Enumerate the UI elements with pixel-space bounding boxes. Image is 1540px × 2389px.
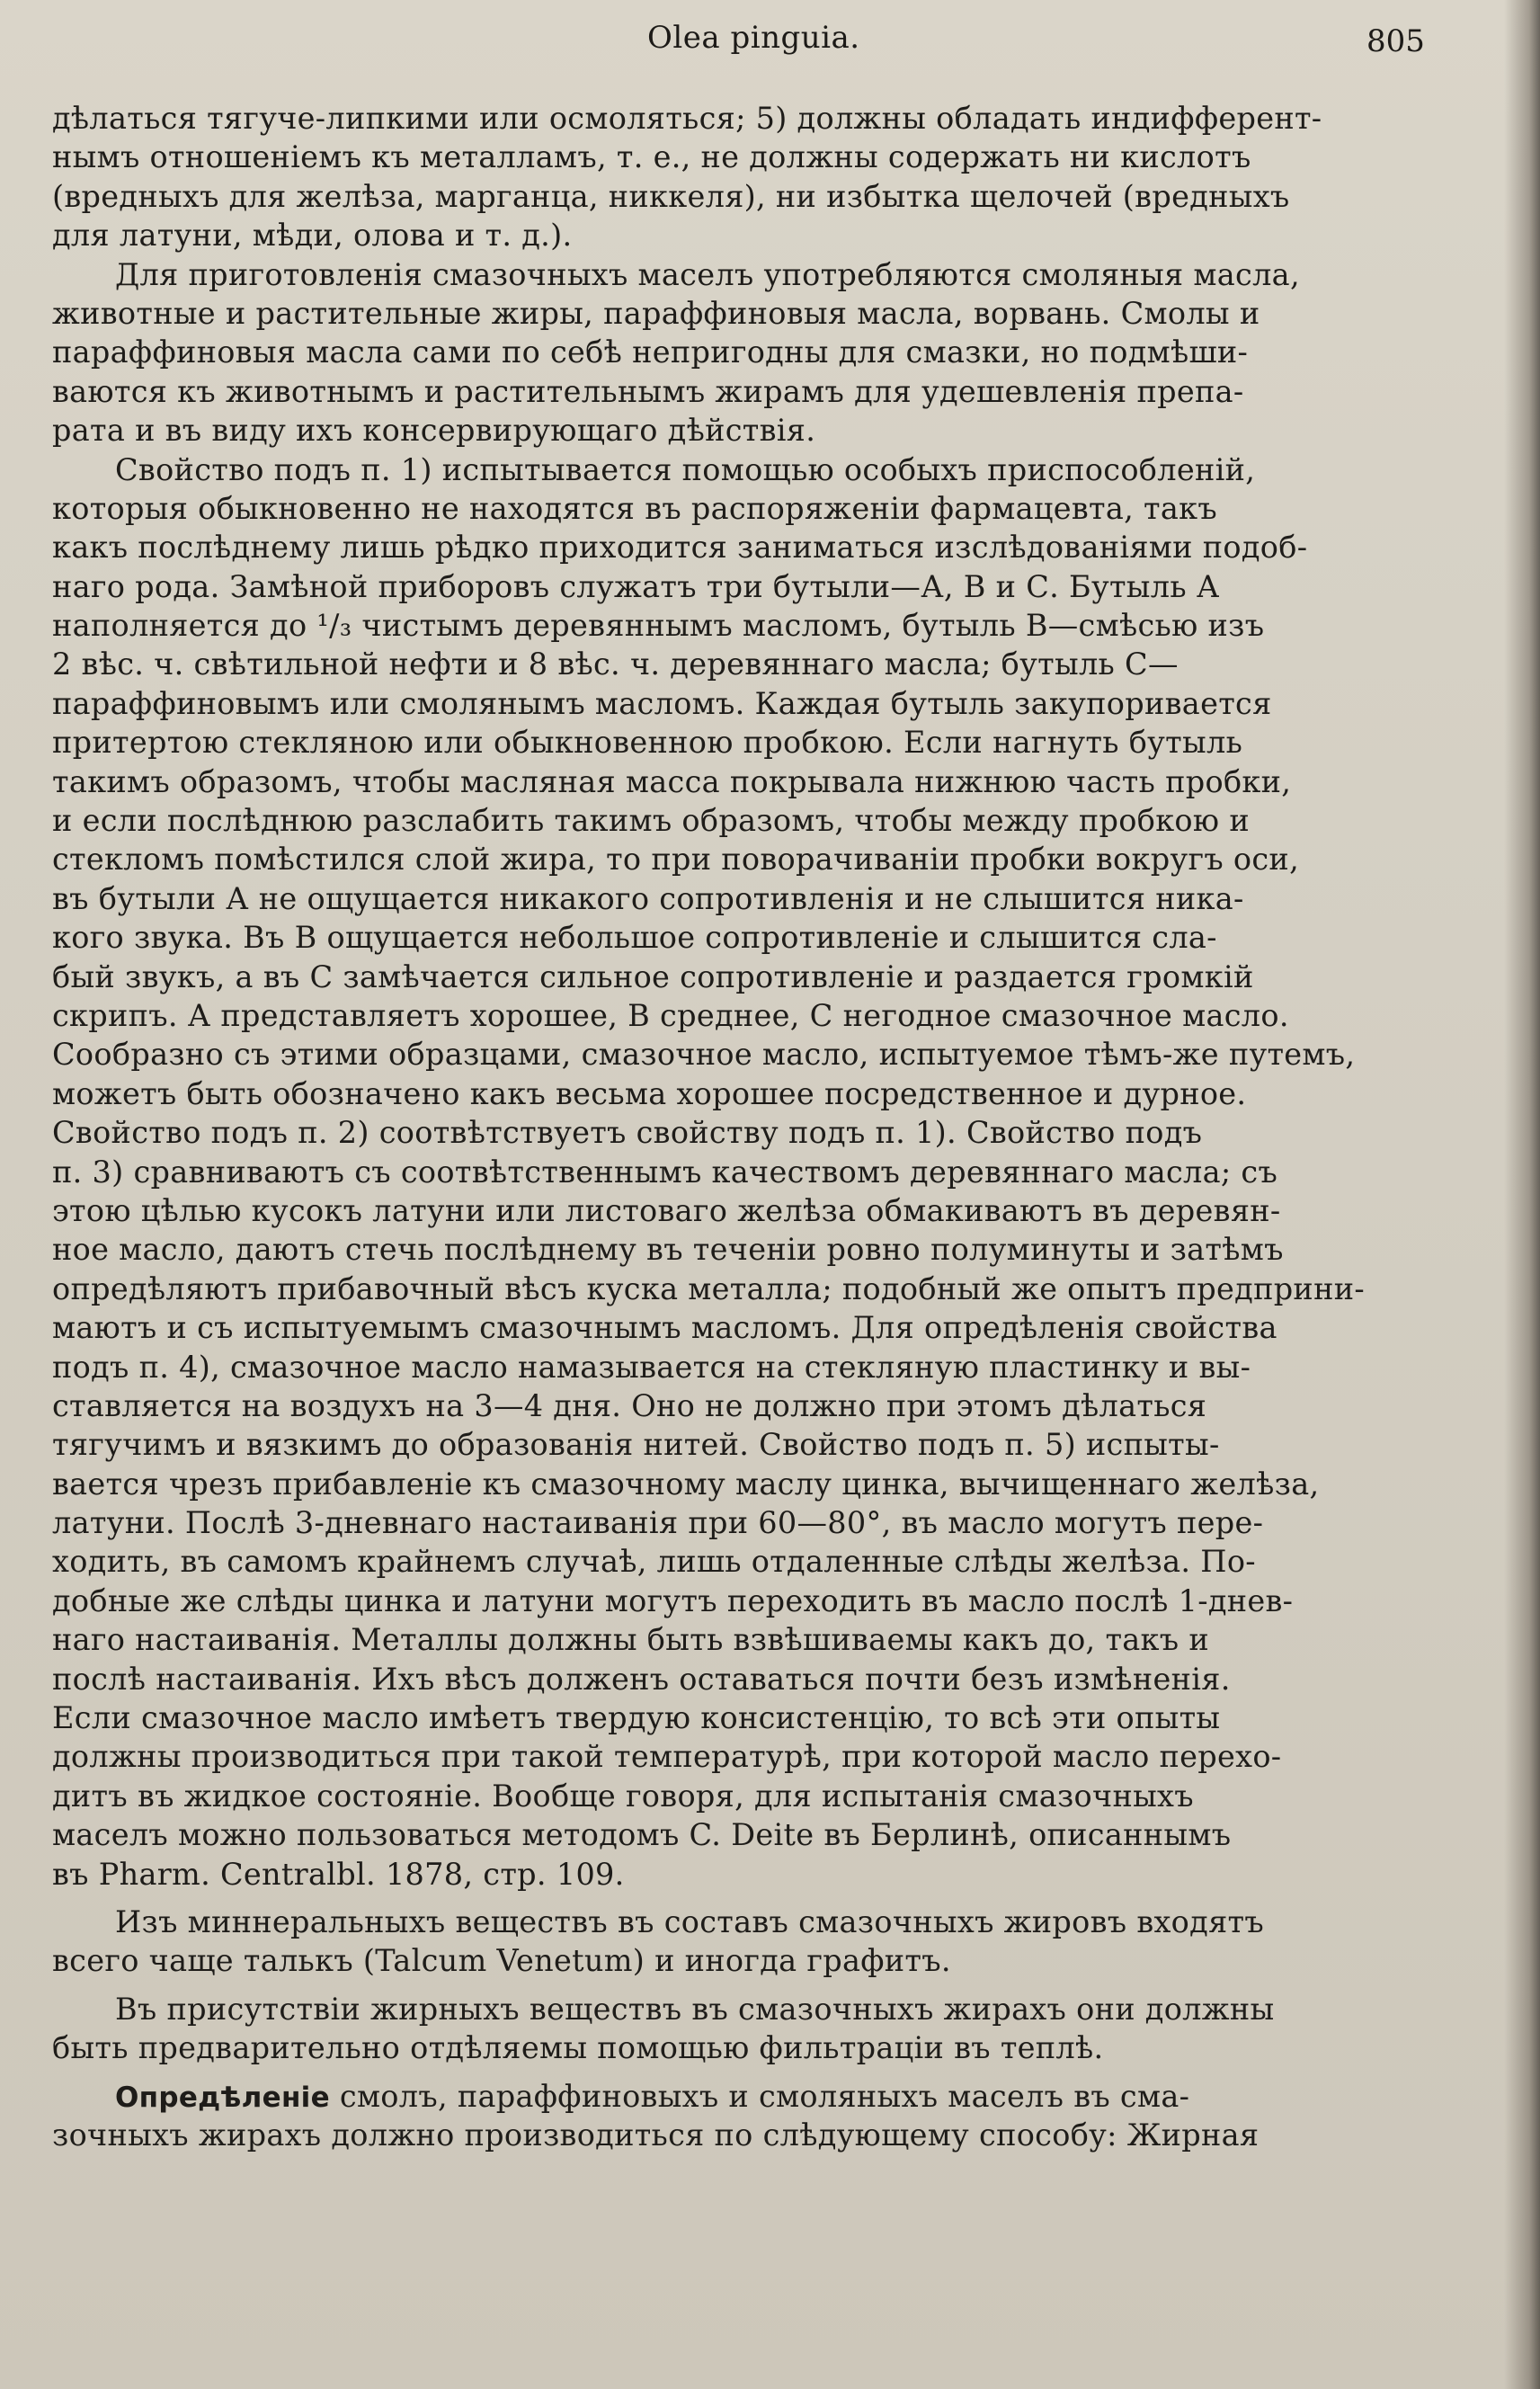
- text-line: дѣлаться тягуче-липкими или осмоляться; 5) должны обладать индифферент-: [52, 101, 1322, 136]
- text-line: въ Pharm. Centralbl. 1878, стр. 109.: [52, 1856, 625, 1892]
- text-line: дитъ въ жидкое состоянiе. Вообще говоря, для испытанiя смазочныхъ: [52, 1778, 1194, 1814]
- text-line: должны производиться при такой температурѣ, при которой масло перехо-: [52, 1739, 1282, 1775]
- text-line: которыя обыкновенно не находятся въ распоряженiи фармацевта, такъ: [52, 490, 1217, 526]
- page-number: 805: [1366, 23, 1425, 59]
- text-line: Для приготовленiя смазочныхъ маселъ употребляются смоляныя масла,: [115, 256, 1300, 292]
- text-line: ное масло, даютъ стечь послѣднему въ теченiи ровно полуминуты и затѣмъ: [52, 1232, 1284, 1268]
- text-line: такимъ образомъ, чтобы масляная масса покрывала нижнюю часть пробки,: [52, 763, 1292, 799]
- text-line: притертою стекляною или обыкновенною пробкою. Если нагнуть бутыль: [52, 725, 1243, 761]
- text-line: Сообразно съ этими образцами, смазочное масло, испытуемое тѣмъ-же путемъ,: [52, 1037, 1356, 1073]
- text-line: наго настаиванiя. Металлы должны быть взвѣшиваемы какъ до, такъ и: [52, 1622, 1209, 1658]
- text-line: 2 вѣс. ч. свѣтильной нефти и 8 вѣс. ч. деревяннаго масла; бутыль С—: [52, 646, 1179, 682]
- text-line: для латуни, мѣди, олова и т. д.).: [52, 218, 573, 254]
- text-line: можетъ быть обозначено какъ весьма хорошее посредственное и дурное.: [52, 1075, 1247, 1111]
- text-line: подъ п. 4), смазочное масло намазывается на стекляную пластинку и вы-: [52, 1349, 1251, 1385]
- text-line: въ бутыли А не ощущается никакого сопротивленiя и не слышится ника-: [52, 880, 1244, 916]
- text-line: бый звукъ, а въ С замѣчается сильное сопротивленiе и раздается громкiй: [52, 958, 1254, 994]
- text-line: тягучимъ и вязкимъ до образованiя нитей. Свойство подъ п. 5) испыты-: [52, 1427, 1220, 1463]
- text-line: добные же слѣды цинка и латуни могутъ переходить въ масло послѣ 1-днев-: [52, 1582, 1294, 1618]
- text-line: ставляется на воздухъ на 3—4 дня. Оно не должно при этомъ дѣлаться: [52, 1387, 1207, 1423]
- binding-shadow: [1504, 0, 1540, 2389]
- text-line: быть предварительно отдѣляемы помощью фильтрацiи въ теплѣ.: [52, 2030, 1104, 2066]
- text-line: какъ послѣднему лишь рѣдко приходится заниматься изслѣдованiями подоб-: [52, 530, 1308, 566]
- text-line: (вредныхъ для желѣза, марганца, никкеля), ни избытка щелочей (вредныхъ: [52, 178, 1290, 214]
- text-line: послѣ настаиванiя. Ихъ вѣсъ долженъ оставаться почти безъ измѣненiя.: [52, 1661, 1231, 1697]
- text-line: маютъ и съ испытуемымъ смазочнымъ масломъ. Для опредѣленiя свойства: [52, 1310, 1277, 1346]
- text-line: [52, 2077, 1491, 2116]
- text-line: вается чрезъ прибавленiе къ смазочному маслу цинка, вычищеннаго желѣза,: [52, 1466, 1320, 1502]
- text-line: ваются къ животнымъ и растительнымъ жирамъ для удешевленiя препа-: [52, 373, 1244, 409]
- text-line: наполняется до ¹/₃ чистымъ деревяннымъ масломъ, бутыль В—смѣсью изъ: [52, 608, 1265, 644]
- text-line: этою цѣлью кусокъ латуни или листоваго желѣза обмакиваютъ въ деревян-: [52, 1192, 1281, 1228]
- text-line: наго рода. Замѣной приборовъ служатъ три бутыли—А, В и С. Бутыль А: [52, 568, 1220, 604]
- text-line: Свойство подъ п. 2) соотвѣтствуетъ свойству подъ п. 1). Свойство подъ: [52, 1115, 1203, 1151]
- text-line: зочныхъ жирахъ должно производиться по слѣдующему способу: Жирная: [52, 2117, 1260, 2153]
- running-head: Olea pinguia.: [647, 20, 860, 56]
- text-line: п. 3) сравниваютъ съ соотвѣтственнымъ качествомъ деревяннаго масла; съ: [52, 1154, 1278, 1190]
- text-line: Изъ миннеральныхъ веществъ въ составъ смазочныхъ жировъ входятъ: [115, 1903, 1264, 1939]
- text-line: стекломъ помѣстился слой жира, то при поворачиванiи пробки вокругъ оси,: [52, 842, 1300, 878]
- text-line: и если послѣднюю разслабить такимъ образомъ, чтобы между пробкою и: [52, 803, 1250, 839]
- bold-heading-word: Опредѣленiе: [115, 2081, 330, 2114]
- text-span: смолъ, параффиновыхъ и смоляныхъ маселъ въ сма-: [329, 2078, 1190, 2114]
- text-line: животные и растительные жиры, параффиновыя масла, ворвань. Смолы и: [52, 295, 1260, 331]
- text-line: Если смазочное масло имѣетъ твердую консистенцiю, то всѣ эти опыты: [52, 1700, 1221, 1736]
- text-line: нымъ отношенiемъ къ металламъ, т. е., не должны содержать ни кислотъ: [52, 139, 1251, 175]
- text-line: параффиновымъ или смолянымъ масломъ. Каждая бутыль закупоривается: [52, 685, 1272, 721]
- text-line: опредѣляютъ прибавочный вѣсъ куска металла; подобный же опытъ предприни-: [52, 1270, 1365, 1306]
- text-line: кого звука. Въ В ощущается небольшое сопротивленiе и слышится сла-: [52, 920, 1217, 956]
- text-line: всего чаще талькъ (Talcum Venetum) и иногда графитъ.: [52, 1943, 951, 1979]
- text-line: параффиновыя масла сами по себѣ непригодны для смазки, но подмѣши-: [52, 334, 1249, 370]
- text-line: скрипъ. А представляетъ хорошее, В среднее, С негодное смазочное масло.: [52, 997, 1289, 1033]
- text-line: ходить, въ самомъ крайнемъ случаѣ, лишь отдаленные слѣды желѣза. По-: [52, 1544, 1256, 1580]
- text-line: рата и въ виду ихъ консервирующаго дѣйствiя.: [52, 413, 816, 449]
- text-line: латуни. Послѣ 3-дневнаго настаиванiя при 60—80°, въ масло могутъ пере-: [52, 1505, 1264, 1541]
- text-line: маселъ можно пользоваться методомъ C. Deite въ Берлинѣ, описаннымъ: [52, 1817, 1232, 1853]
- body-text: [52, 99, 1491, 2154]
- text-line: Свойство подъ п. 1) испытывается помощью особыхъ приспособленiй,: [115, 451, 1256, 487]
- text-line: Въ присутствiи жирныхъ веществъ въ смазочныхъ жирахъ они должны: [115, 1991, 1275, 2027]
